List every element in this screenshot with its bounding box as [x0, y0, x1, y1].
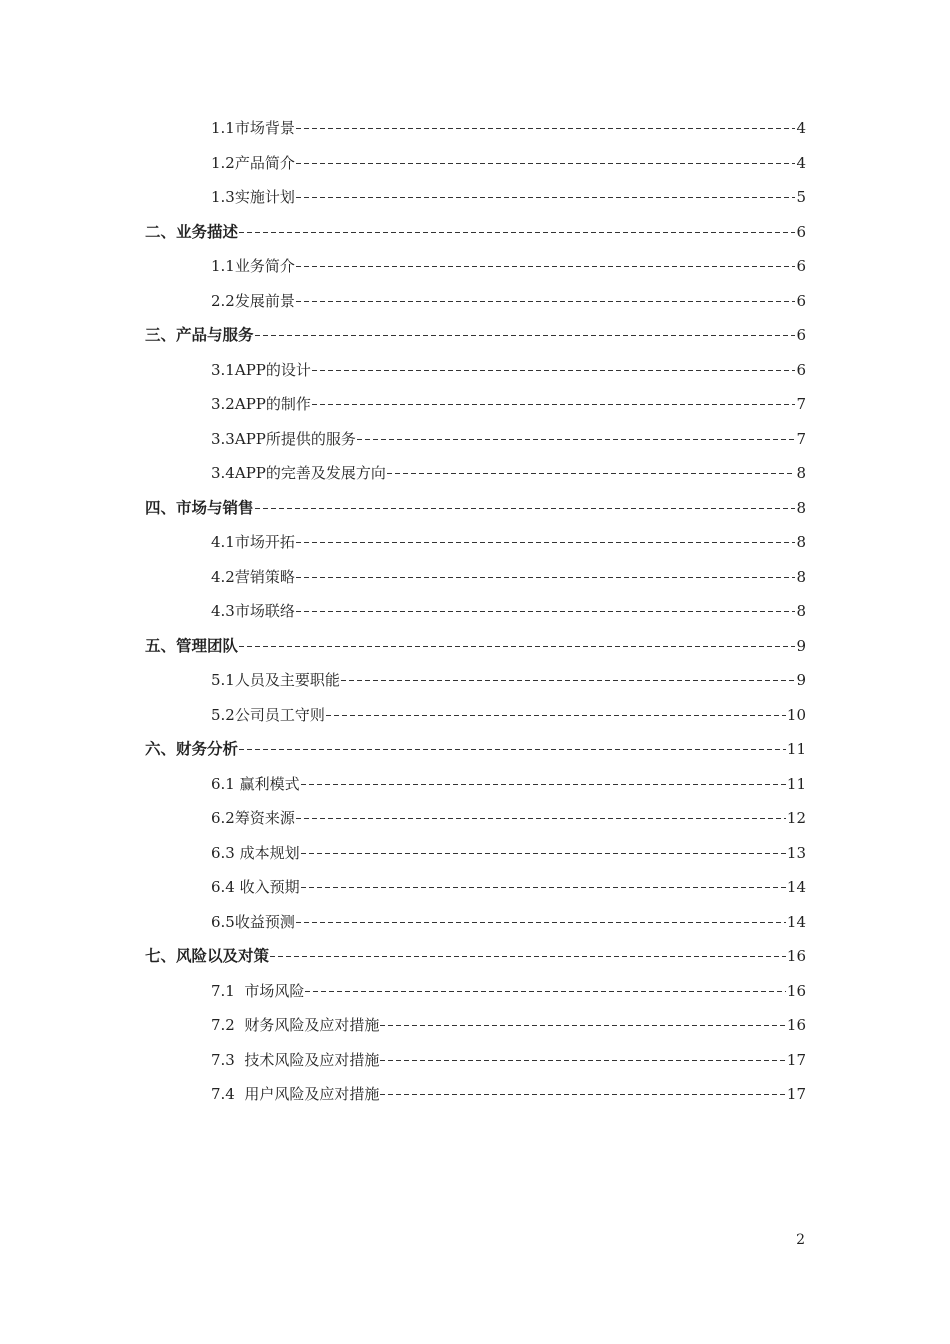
- toc-entry-label: 1.2产品简介: [211, 153, 295, 172]
- toc-dot-leader: [239, 232, 795, 233]
- toc-section-entry[interactable]: [145, 767, 806, 802]
- toc-entry-page-number: 17: [786, 1050, 806, 1069]
- toc-entry-page-number: 10: [786, 705, 806, 724]
- toc-entry-page-number: 13: [786, 843, 806, 862]
- toc-dot-leader: [296, 301, 796, 302]
- toc-section-entry[interactable]: [145, 456, 806, 491]
- toc-entry-label: 2.2发展前景: [211, 291, 295, 310]
- toc-entry-label: 5.1人员及主要职能: [211, 671, 340, 689]
- toc-chapter-entry[interactable]: [145, 215, 806, 250]
- toc-section-entry[interactable]: [145, 353, 806, 388]
- toc-dot-leader: [296, 818, 786, 819]
- toc-entry-label: 3.1APP的设计: [211, 360, 311, 379]
- toc-dot-leader: [296, 163, 796, 164]
- toc-entry-label: 3.4APP的完善及发展方向: [211, 464, 386, 482]
- toc-chapter-entry[interactable]: [145, 318, 806, 353]
- toc-entry-label: 六、财务分析: [145, 740, 239, 758]
- toc-dot-leader: [301, 887, 786, 888]
- toc-dot-leader: [357, 439, 796, 440]
- toc-entry-page-number: 17: [786, 1085, 806, 1103]
- toc-entry-label: 3.3APP所提供的服务: [211, 429, 356, 448]
- toc-entry-label: 4.2营销策略: [211, 567, 295, 586]
- toc-dot-leader: [312, 370, 796, 371]
- toc-section-entry[interactable]: [145, 525, 806, 560]
- toc-section-entry[interactable]: [145, 1043, 806, 1078]
- toc-entry-page-number: 4: [796, 119, 806, 137]
- toc-entry-label: 6.4 收入预期: [211, 878, 300, 896]
- toc-chapter-entry[interactable]: [145, 491, 806, 526]
- table-of-contents: [145, 111, 806, 1112]
- toc-dot-leader: [296, 128, 796, 129]
- toc-section-entry[interactable]: [145, 146, 806, 181]
- toc-entry-label: 二、业务描述: [145, 222, 239, 241]
- toc-section-entry[interactable]: [145, 284, 806, 319]
- toc-entry-page-number: 11: [786, 774, 806, 793]
- toc-dot-leader: [380, 1060, 786, 1061]
- toc-dot-leader: [301, 853, 786, 854]
- toc-entry-page-number: 7: [796, 429, 806, 448]
- toc-entry-label: 1.3实施计划: [211, 188, 295, 206]
- toc-dot-leader: [239, 749, 786, 750]
- toc-entry-page-number: 8: [796, 533, 806, 551]
- toc-dot-leader: [255, 508, 796, 509]
- toc-entry-page-number: 9: [796, 671, 806, 689]
- toc-entry-page-number: 6: [796, 257, 806, 275]
- toc-entry-label: 7.2 财务风险及应对措施: [211, 1016, 380, 1034]
- toc-entry-label: 4.3市场联络: [211, 602, 295, 620]
- toc-entry-label: 五、管理团队: [145, 636, 239, 655]
- toc-entry-label: 7.4 用户风险及应对措施: [211, 1085, 380, 1103]
- toc-dot-leader: [296, 266, 796, 267]
- toc-section-entry[interactable]: [145, 663, 806, 698]
- toc-section-entry[interactable]: [145, 801, 806, 836]
- toc-section-entry[interactable]: [145, 1008, 806, 1043]
- toc-entry-page-number: 16: [786, 1016, 806, 1034]
- toc-entry-label: 6.1 赢利模式: [211, 774, 300, 793]
- toc-chapter-entry[interactable]: [145, 732, 806, 767]
- toc-entry-page-number: 14: [786, 912, 806, 931]
- toc-entry-label: 1.1业务简介: [211, 257, 295, 275]
- toc-section-entry[interactable]: [145, 836, 806, 871]
- toc-entry-label: 7.3 技术风险及应对措施: [211, 1050, 380, 1069]
- toc-entry-page-number: 16: [786, 947, 806, 965]
- toc-dot-leader: [255, 335, 796, 336]
- toc-dot-leader: [296, 577, 796, 578]
- toc-section-entry[interactable]: [145, 870, 806, 905]
- toc-section-entry[interactable]: [145, 974, 806, 1009]
- toc-section-entry[interactable]: [145, 387, 806, 422]
- toc-dot-leader: [380, 1094, 786, 1095]
- toc-dot-leader: [312, 404, 796, 405]
- toc-entry-label: 4.1市场开拓: [211, 533, 295, 551]
- toc-section-entry[interactable]: [145, 698, 806, 733]
- toc-entry-page-number: 8: [796, 567, 806, 586]
- toc-section-entry[interactable]: [145, 249, 806, 284]
- toc-section-entry[interactable]: [145, 594, 806, 629]
- toc-dot-leader: [270, 956, 786, 957]
- toc-entry-label: 5.2公司员工守则: [211, 705, 325, 724]
- toc-entry-page-number: 8: [796, 498, 806, 517]
- toc-entry-page-number: 16: [786, 981, 806, 1000]
- toc-entry-label: 6.2筹资来源: [211, 809, 295, 827]
- toc-entry-label: 1.1市场背景: [211, 119, 295, 137]
- toc-entry-label: 七、风险以及对策: [145, 947, 270, 965]
- toc-entry-page-number: 4: [796, 153, 806, 172]
- toc-section-entry[interactable]: [145, 905, 806, 940]
- toc-chapter-entry[interactable]: [145, 939, 806, 974]
- toc-dot-leader: [296, 542, 796, 543]
- page-number: 2: [796, 1232, 805, 1248]
- toc-entry-page-number: 6: [796, 360, 806, 379]
- toc-entry-label: 四、市场与销售: [145, 498, 254, 517]
- toc-entry-page-number: 7: [796, 395, 806, 413]
- toc-section-entry[interactable]: [145, 422, 806, 457]
- toc-dot-leader: [341, 680, 796, 681]
- toc-entry-page-number: 5: [796, 188, 806, 206]
- toc-chapter-entry[interactable]: [145, 629, 806, 664]
- toc-dot-leader: [296, 611, 796, 612]
- toc-dot-leader: [305, 991, 786, 992]
- toc-section-entry[interactable]: [145, 1077, 806, 1112]
- toc-entry-page-number: 12: [786, 809, 806, 827]
- toc-entry-page-number: 6: [796, 326, 806, 344]
- toc-section-entry[interactable]: [145, 560, 806, 595]
- toc-entry-label: 3.2APP的制作: [211, 395, 311, 413]
- toc-dot-leader: [387, 473, 796, 474]
- toc-entry-page-number: 6: [796, 291, 806, 310]
- toc-section-entry[interactable]: [145, 180, 806, 215]
- toc-entry-page-number: 14: [786, 878, 806, 896]
- toc-entry-page-number: 9: [796, 636, 806, 655]
- toc-entry-label: 6.5收益预测: [211, 912, 295, 931]
- toc-dot-leader: [296, 197, 796, 198]
- toc-dot-leader: [380, 1025, 786, 1026]
- toc-entry-page-number: 8: [796, 602, 806, 620]
- toc-dot-leader: [296, 922, 786, 923]
- toc-entry-page-number: 6: [796, 222, 806, 241]
- toc-section-entry[interactable]: [145, 111, 806, 146]
- toc-dot-leader: [301, 784, 786, 785]
- toc-entry-label: 6.3 成本规划: [211, 843, 300, 862]
- toc-dot-leader: [239, 646, 795, 647]
- toc-entry-page-number: 8: [796, 464, 806, 482]
- toc-entry-label: 7.1 市场风险: [211, 981, 305, 1000]
- toc-dot-leader: [326, 715, 786, 716]
- toc-entry-page-number: 11: [786, 740, 806, 758]
- toc-entry-label: 三、产品与服务: [145, 326, 254, 344]
